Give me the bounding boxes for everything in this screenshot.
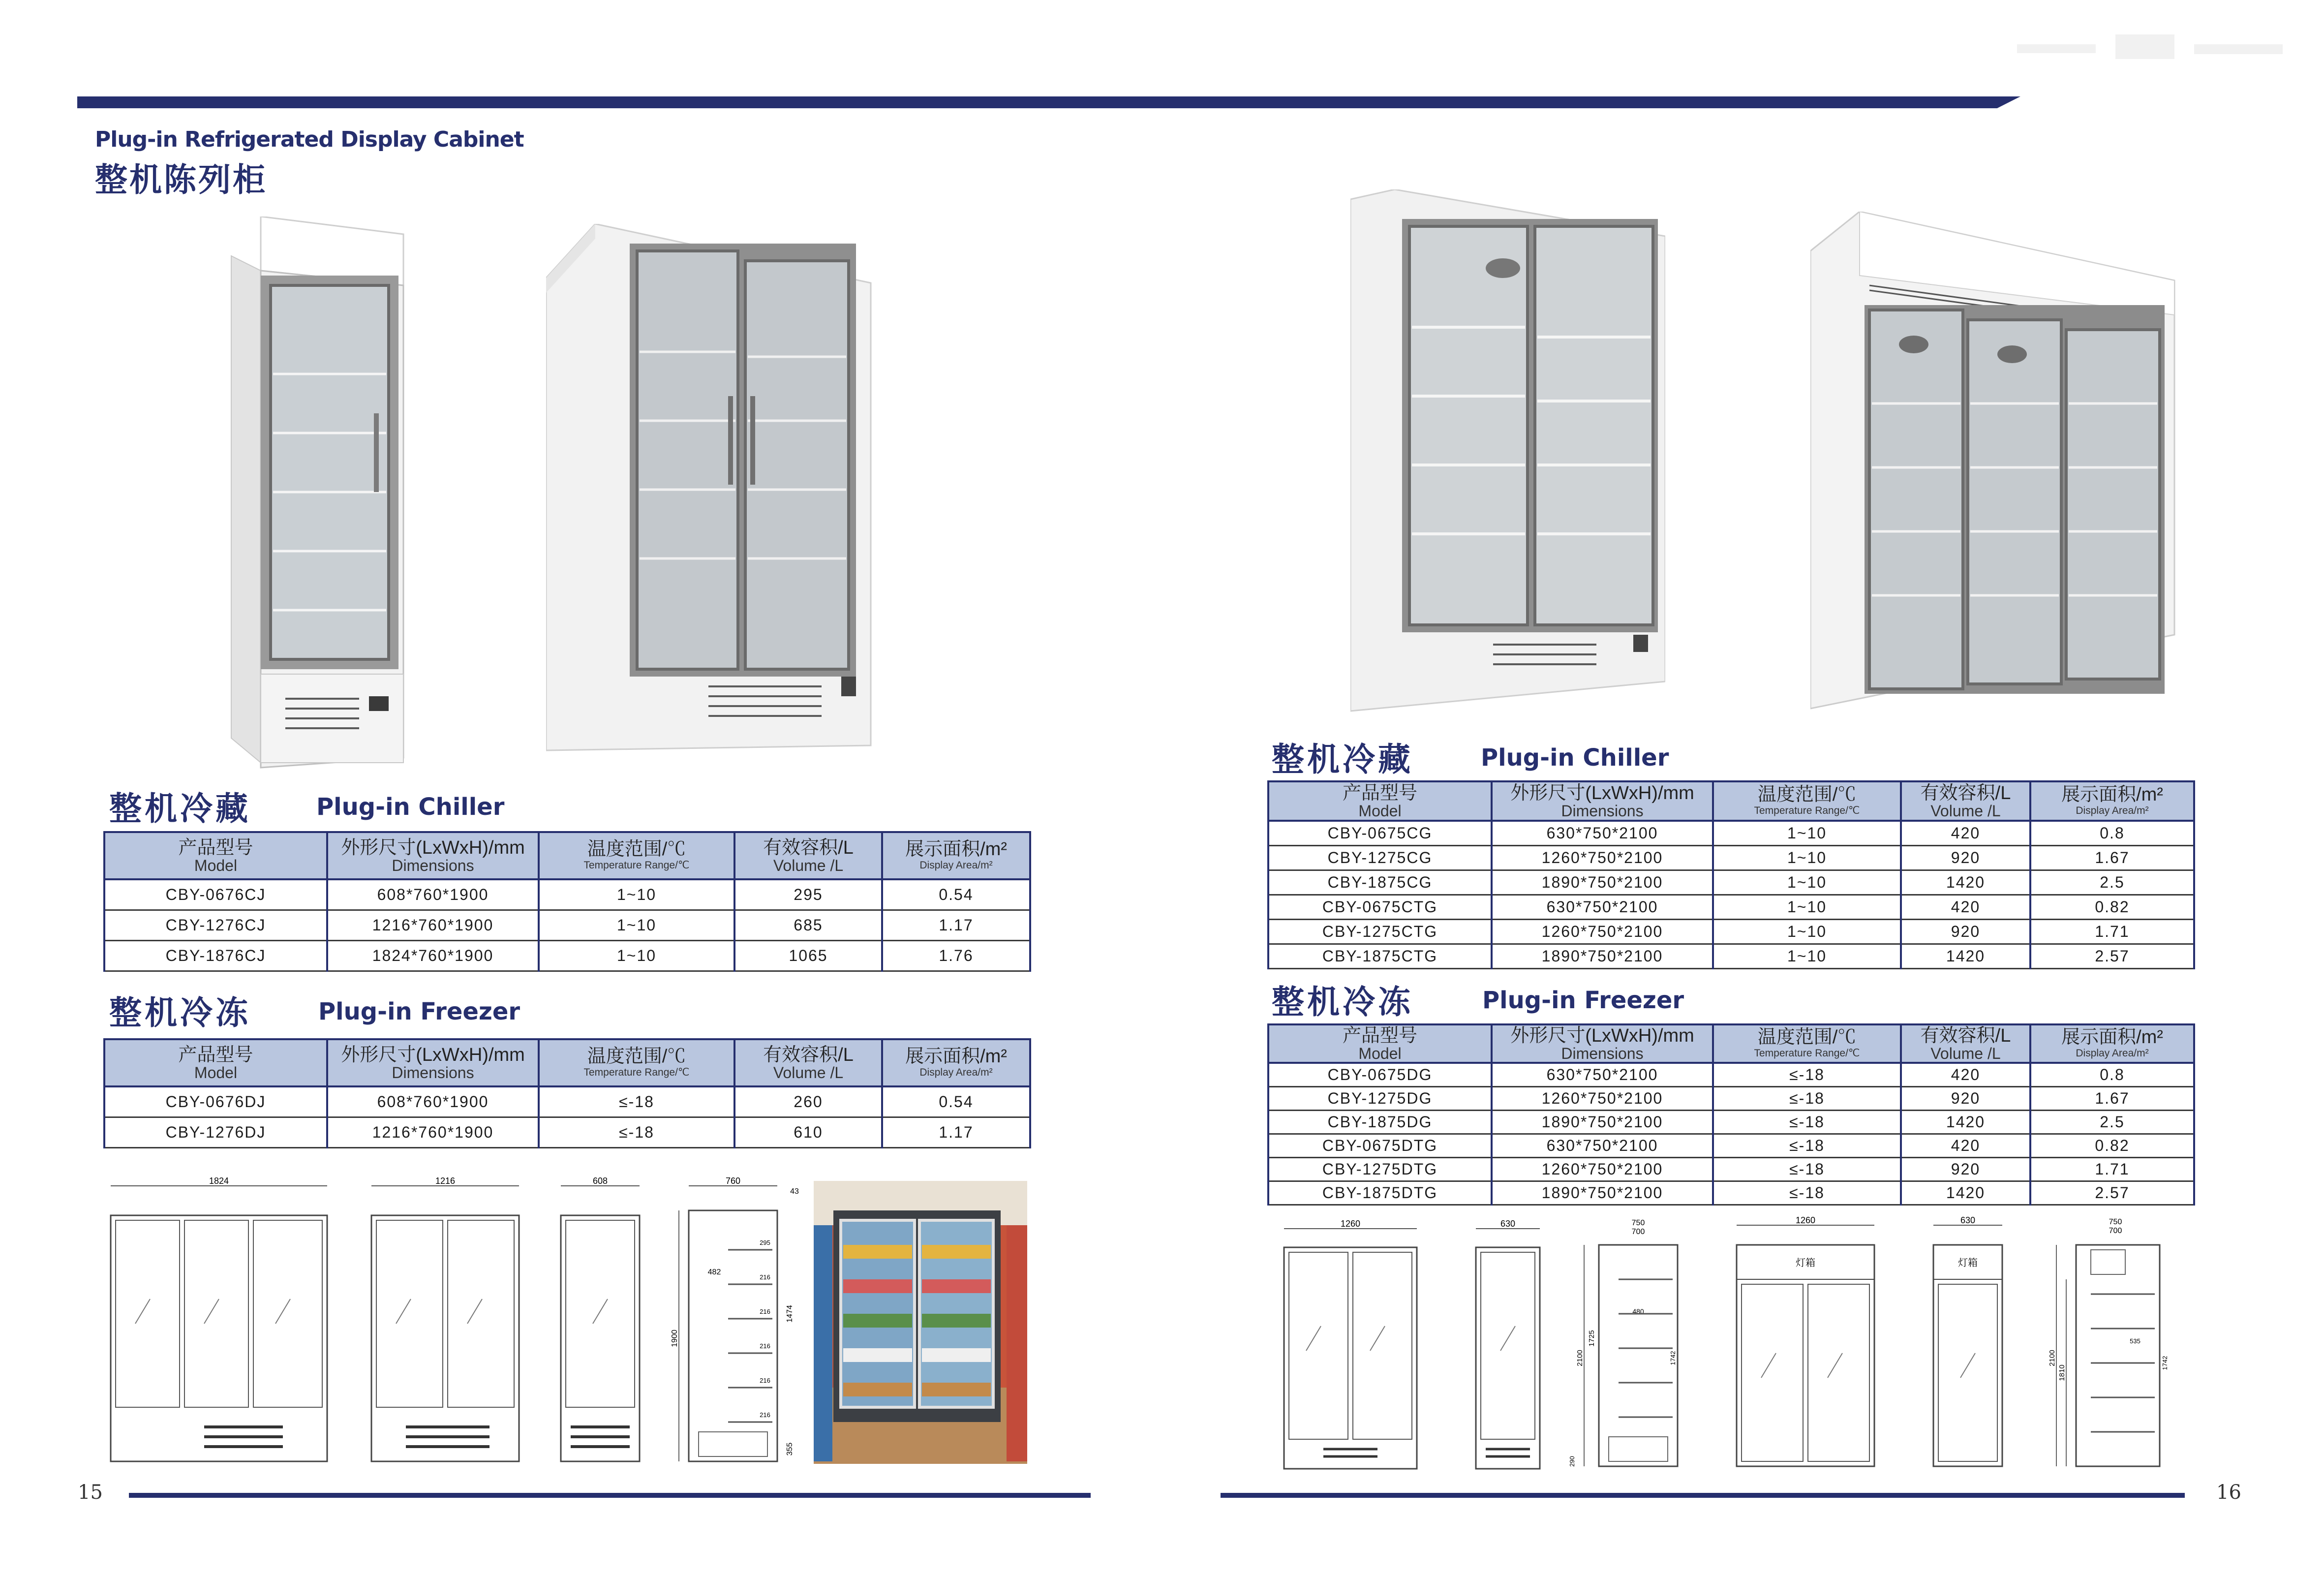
bottom-bar-right	[1221, 1493, 2185, 1498]
svg-text:700: 700	[2109, 1227, 2122, 1235]
col-dimensions: 外形尺寸(LxWxH)/mm Dimensions	[327, 1039, 539, 1086]
cabinet-photo-double-door-right	[1350, 189, 1665, 726]
col-model: 产品型号 Model	[104, 832, 327, 879]
col-temperature: 温度范围/℃ Temperature Range/℃	[1713, 781, 1901, 821]
svg-text:43: 43	[790, 1187, 799, 1196]
right-chiller-table	[1267, 780, 2195, 969]
technical-drawing-right-lightbox-section	[2037, 1215, 2184, 1481]
col-volume: 有效容积/L Volume /L	[1901, 1024, 2030, 1063]
page-title-cn: 整机陈列柜	[95, 161, 267, 199]
col-display-area: 展示面积/m² Display Area/m²	[882, 1039, 1030, 1086]
svg-text:760: 760	[725, 1176, 741, 1186]
svg-text:535: 535	[2130, 1337, 2141, 1345]
col-display-area: 展示面积/m² Display Area/m²	[2030, 781, 2194, 821]
table-row: CBY-0675CG 630*750*2100 1~10 420 0.8	[1268, 821, 2194, 845]
svg-text:750: 750	[2109, 1218, 2122, 1226]
svg-text:1742: 1742	[1669, 1351, 1677, 1365]
table-row: CBY-0675CTG 630*750*2100 1~10 420 0.82	[1268, 895, 2194, 919]
technical-drawing-two-door	[367, 1176, 524, 1471]
left-chiller-title-cn: 整机冷藏	[109, 790, 251, 828]
table-row: CBY-1275CTG 1260*750*2100 1~10 920 1.71	[1268, 919, 2194, 944]
page-number-left: 15	[78, 1481, 103, 1504]
svg-text:1824: 1824	[209, 1176, 229, 1186]
col-model: 产品型号 Model	[104, 1039, 327, 1086]
right-chiller-title-en: Plug-in Chiller	[1481, 744, 1669, 772]
svg-text:482: 482	[707, 1268, 721, 1276]
table-row: CBY-1275CG 1260*750*2100 1~10 920 1.67	[1268, 845, 2194, 870]
table-row: CBY-1275DTG 1260*750*2100 ≤-18 920 1.71	[1268, 1157, 2194, 1181]
col-dimensions: 外形尺寸(LxWxH)/mm Dimensions	[1492, 1024, 1713, 1063]
right-freezer-table	[1267, 1023, 2195, 1206]
page-title-en: Plug-in Refrigerated Display Cabinet	[95, 127, 524, 152]
technical-drawing-side-section	[659, 1176, 802, 1471]
col-model: 产品型号 Model	[1268, 1024, 1492, 1063]
left-chiller-title-en: Plug-in Chiller	[316, 793, 505, 821]
table-row: CBY-0676CJ 608*760*1900 1~10 295 0.54	[104, 879, 1030, 910]
col-temperature: 温度范围/℃ Temperature Range/℃	[539, 832, 734, 879]
page-number-right: 16	[2216, 1481, 2241, 1504]
technical-drawing-right-lightbox-single	[1928, 1215, 2007, 1481]
svg-text:630: 630	[1500, 1219, 1516, 1229]
col-volume: 有效容积/L Volume /L	[1901, 781, 2030, 821]
table-row: CBY-1276CJ 1216*760*1900 1~10 685 1.17	[104, 910, 1030, 940]
svg-text:750: 750	[1631, 1219, 1645, 1227]
table-row: CBY-1875CG 1890*750*2100 1~10 1420 2.5	[1268, 870, 2194, 895]
svg-text:1810: 1810	[2058, 1364, 2066, 1381]
cabinet-photo-single-door	[226, 217, 413, 777]
technical-drawing-three-door	[106, 1176, 332, 1471]
left-freezer-table	[103, 1038, 1031, 1148]
svg-text:355: 355	[786, 1442, 794, 1456]
col-display-area: 展示面积/m² Display Area/m²	[2030, 1024, 2194, 1063]
table-row: CBY-1875CTG 1890*750*2100 1~10 1420 2.57	[1268, 944, 2194, 968]
cabinet-photo-three-door-right	[1810, 212, 2184, 718]
table-row: CBY-0675DTG 630*750*2100 ≤-18 420 0.82	[1268, 1134, 2194, 1157]
svg-text:2100: 2100	[1576, 1350, 1584, 1366]
table-row: CBY-1275DG 1260*750*2100 ≤-18 920 1.67	[1268, 1086, 2194, 1110]
svg-text:216: 216	[760, 1411, 770, 1419]
table-row: CBY-1875DTG 1890*750*2100 ≤-18 1420 2.57	[1268, 1181, 2194, 1205]
col-volume: 有效容积/L Volume /L	[734, 832, 882, 879]
store-photo	[814, 1181, 1027, 1464]
col-model: 产品型号 Model	[1268, 781, 1492, 821]
svg-text:216: 216	[760, 1342, 770, 1350]
svg-text:216: 216	[760, 1273, 770, 1281]
top-header-bar	[77, 96, 2020, 108]
svg-text:700: 700	[1631, 1228, 1645, 1236]
col-temperature: 温度范围/℃ Temperature Range/℃	[539, 1039, 734, 1086]
table-row: CBY-1276DJ 1216*760*1900 ≤-18 610 1.17	[104, 1117, 1030, 1147]
left-freezer-title-cn: 整机冷冻	[109, 994, 251, 1032]
left-chiller-table	[103, 831, 1031, 972]
svg-text:630: 630	[1960, 1215, 1976, 1225]
cabinet-photo-double-door	[546, 224, 876, 760]
svg-text:1474: 1474	[786, 1305, 794, 1323]
right-freezer-title-cn: 整机冷冻	[1272, 983, 1413, 1021]
technical-drawing-right-lightbox-double	[1732, 1215, 1879, 1481]
technical-drawing-single-door	[556, 1176, 644, 1471]
technical-drawing-right-double	[1279, 1218, 1422, 1484]
table-row: CBY-0676DJ 608*760*1900 ≤-18 260 0.54	[104, 1086, 1030, 1117]
svg-text:1216: 1216	[435, 1176, 456, 1186]
svg-text:灯箱: 灯箱	[1796, 1258, 1815, 1269]
svg-text:216: 216	[760, 1308, 770, 1315]
svg-text:1725: 1725	[1588, 1330, 1596, 1347]
bottom-bar-left	[129, 1493, 1091, 1498]
svg-text:灯箱: 灯箱	[1958, 1258, 1978, 1269]
technical-drawing-right-section	[1564, 1215, 1682, 1481]
col-volume: 有效容积/L Volume /L	[734, 1039, 882, 1086]
corner-mark	[2007, 30, 2302, 89]
svg-text:1900: 1900	[671, 1330, 679, 1347]
svg-text:2100: 2100	[2048, 1350, 2056, 1366]
svg-text:216: 216	[760, 1377, 770, 1384]
left-freezer-title-en: Plug-in Freezer	[318, 998, 520, 1025]
svg-text:1742: 1742	[2161, 1356, 2169, 1370]
right-freezer-title-en: Plug-in Freezer	[1482, 987, 1684, 1014]
svg-text:295: 295	[760, 1239, 770, 1246]
col-dimensions: 外形尺寸(LxWxH)/mm Dimensions	[1492, 781, 1713, 821]
svg-text:1260: 1260	[1795, 1215, 1816, 1225]
svg-text:290: 290	[1568, 1456, 1576, 1467]
table-row: CBY-0675DG 630*750*2100 ≤-18 420 0.8	[1268, 1063, 2194, 1086]
svg-text:1260: 1260	[1340, 1219, 1361, 1229]
col-temperature: 温度范围/℃ Temperature Range/℃	[1713, 1024, 1901, 1063]
table-row: CBY-1875DG 1890*750*2100 ≤-18 1420 2.5	[1268, 1110, 2194, 1134]
technical-drawing-right-single	[1471, 1218, 1545, 1484]
col-display-area: 展示面积/m² Display Area/m²	[882, 832, 1030, 879]
right-chiller-title-cn: 整机冷藏	[1272, 741, 1413, 778]
col-dimensions: 外形尺寸(LxWxH)/mm Dimensions	[327, 832, 539, 879]
table-row: CBY-1876CJ 1824*760*1900 1~10 1065 1.76	[104, 940, 1030, 971]
svg-text:608: 608	[592, 1176, 608, 1186]
svg-text:480: 480	[1632, 1307, 1644, 1315]
